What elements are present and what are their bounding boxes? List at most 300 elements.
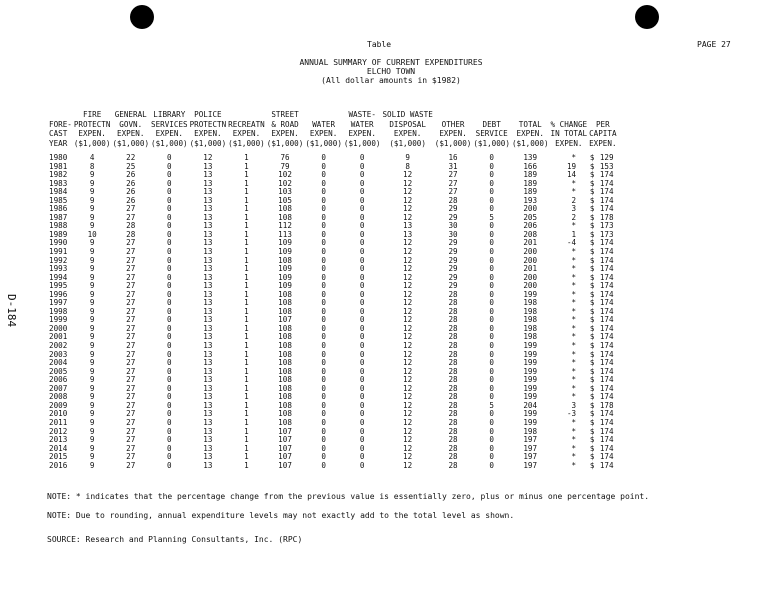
- value-cell: 0: [489, 349, 494, 359]
- value-cell: 13: [203, 255, 213, 265]
- per-capita-value: 174: [599, 375, 614, 385]
- year-cell: 2011: [49, 417, 68, 427]
- value-cell: 27: [126, 417, 136, 427]
- value-cell: 0: [489, 417, 494, 427]
- value-cell: 0: [359, 221, 365, 231]
- value-cell: 198: [523, 306, 538, 316]
- column-header-line: EXPEN.: [439, 129, 467, 138]
- value-cell: 0: [321, 383, 326, 393]
- value-cell: 108: [278, 289, 292, 299]
- value-cell: 0: [489, 375, 494, 385]
- value-cell: 3: [571, 204, 577, 214]
- value-cell: 0: [167, 452, 172, 462]
- currency-symbol: $: [589, 195, 595, 205]
- value-cell: 27: [126, 443, 136, 453]
- value-cell: 27: [448, 187, 458, 197]
- value-cell: 0: [321, 212, 326, 222]
- value-cell: *: [571, 435, 577, 445]
- value-cell: 107: [278, 315, 292, 325]
- currency-symbol: $: [589, 341, 595, 351]
- value-cell: 200: [523, 281, 538, 291]
- value-cell: 108: [278, 204, 292, 214]
- value-cell: 0: [359, 460, 365, 470]
- currency-symbol: $: [589, 221, 595, 231]
- value-cell: 1: [244, 332, 249, 342]
- currency-symbol: $: [589, 460, 595, 470]
- value-cell: 9: [89, 238, 95, 248]
- value-cell: 1: [244, 426, 249, 436]
- value-cell: 28: [126, 221, 136, 231]
- per-capita-value: 174: [599, 289, 614, 299]
- value-cell: 16: [448, 153, 458, 162]
- column-header-line: FORE-: [49, 119, 72, 129]
- value-cell: 13: [203, 375, 213, 385]
- value-cell: 1: [244, 366, 249, 376]
- value-cell: 0: [167, 323, 172, 333]
- per-capita-value: 174: [599, 247, 614, 257]
- column-header-line: ($1,000): [343, 138, 381, 148]
- title-line: (All dollar amounts in $1982): [321, 76, 461, 85]
- value-cell: 0: [321, 306, 326, 316]
- value-cell: 0: [321, 298, 326, 308]
- value-cell: 0: [359, 400, 365, 410]
- value-cell: 12: [403, 281, 413, 291]
- value-cell: *: [571, 315, 577, 325]
- value-cell: 0: [359, 323, 365, 333]
- value-cell: 13: [203, 178, 213, 188]
- value-cell: 12: [403, 323, 413, 333]
- value-cell: 198: [523, 426, 538, 436]
- value-cell: 189: [523, 187, 538, 197]
- value-cell: 12: [403, 195, 413, 205]
- column-header: [111, 110, 150, 154]
- value-cell: 1: [244, 212, 249, 222]
- value-cell: 0: [359, 349, 365, 359]
- value-cell: 28: [448, 375, 458, 385]
- per-capita-value: 174: [599, 178, 614, 188]
- value-cell: 0: [489, 392, 494, 402]
- value-cell: 27: [126, 238, 136, 248]
- value-cell: 28: [448, 392, 458, 402]
- value-cell: 9: [405, 153, 410, 162]
- value-cell: 1: [244, 315, 249, 325]
- value-cell: 0: [321, 178, 326, 188]
- value-cell: 0: [321, 170, 326, 180]
- value-cell: 0: [321, 204, 326, 214]
- value-cell: 2: [571, 212, 577, 222]
- value-cell: 0: [167, 400, 172, 410]
- currency-symbol: $: [589, 204, 595, 214]
- year-cell: 1995: [49, 281, 68, 291]
- value-cell: 27: [126, 323, 136, 333]
- source-line: SOURCE: Research and Planning Consultants, Inc. (RPC): [47, 535, 303, 544]
- value-cell: *: [571, 460, 577, 470]
- value-cell: 27: [126, 264, 136, 274]
- column-header-line: EXPEN.: [309, 129, 338, 138]
- value-cell: *: [571, 349, 577, 359]
- value-cell: 8: [405, 161, 410, 171]
- per-capita-value: 174: [599, 306, 614, 316]
- value-cell: 10: [87, 229, 97, 239]
- column-header-line: WATER: [312, 119, 336, 129]
- currency-symbol: $: [589, 247, 595, 257]
- value-cell: 28: [448, 341, 458, 351]
- per-capita-value: 173: [599, 221, 614, 231]
- year-cell: 1999: [49, 315, 68, 325]
- value-cell: 27: [126, 341, 136, 351]
- value-cell: 198: [523, 298, 538, 308]
- table-row: [48, 462, 618, 471]
- value-cell: 0: [167, 289, 172, 299]
- year-cell: 1996: [49, 289, 68, 299]
- value-cell: 13: [203, 426, 213, 436]
- value-cell: 200: [523, 204, 538, 214]
- column-header-line: ($1,000): [305, 138, 342, 148]
- per-capita-value: 153: [599, 161, 614, 171]
- year-cell: 2008: [49, 392, 68, 402]
- value-cell: 28: [448, 349, 458, 359]
- column-header: [588, 110, 617, 154]
- value-cell: 1: [244, 341, 249, 351]
- value-cell: 27: [126, 281, 136, 291]
- value-cell: 27: [126, 212, 136, 222]
- value-cell: 0: [167, 212, 172, 222]
- value-cell: 0: [321, 358, 326, 368]
- value-cell: 193: [523, 195, 538, 205]
- year-cell: 2004: [49, 358, 68, 368]
- value-cell: 112: [278, 221, 292, 231]
- value-cell: 12: [403, 178, 413, 188]
- value-cell: 1: [244, 358, 249, 368]
- value-cell: 107: [278, 452, 292, 462]
- value-cell: 204: [523, 400, 538, 410]
- value-cell: 13: [203, 341, 213, 351]
- column-header-line: DISPOSAL: [389, 119, 426, 129]
- value-cell: 1: [244, 417, 249, 427]
- column-header-line: PROTECTN: [73, 119, 111, 129]
- value-cell: 27: [126, 315, 136, 325]
- column-header: [150, 110, 189, 154]
- value-cell: *: [571, 332, 577, 342]
- value-cell: 12: [403, 383, 413, 393]
- value-cell: 9: [89, 426, 95, 436]
- value-cell: 108: [278, 306, 292, 316]
- value-cell: 26: [126, 195, 136, 205]
- column-header-line: WATER: [350, 119, 374, 129]
- year-cell: 1992: [49, 255, 68, 265]
- value-cell: 108: [278, 212, 292, 222]
- currency-symbol: $: [589, 400, 595, 410]
- value-cell: 0: [359, 170, 365, 180]
- per-capita-value: 174: [599, 170, 614, 180]
- value-cell: 108: [278, 409, 292, 419]
- value-cell: 0: [359, 452, 365, 462]
- value-cell: -3: [566, 409, 577, 419]
- year-cell: 1988: [49, 221, 68, 231]
- value-cell: 13: [203, 383, 213, 393]
- value-cell: 0: [359, 212, 365, 222]
- column-header: [48, 110, 73, 154]
- value-cell: 0: [321, 392, 326, 402]
- value-cell: 9: [89, 332, 95, 342]
- value-cell: 27: [126, 332, 136, 342]
- column-header-line: ($1,000): [189, 138, 227, 148]
- year-cell: 1991: [49, 247, 68, 257]
- value-cell: 0: [489, 255, 494, 265]
- value-cell: 28: [448, 426, 458, 436]
- year-cell: 1983: [49, 178, 68, 188]
- value-cell: 27: [126, 409, 136, 419]
- value-cell: 9: [89, 375, 95, 385]
- currency-symbol: $: [589, 366, 595, 376]
- per-capita-value: 174: [599, 281, 614, 291]
- value-cell: 0: [321, 341, 326, 351]
- column-header-line: & ROAD: [271, 119, 299, 129]
- per-capita-value: 178: [599, 400, 614, 410]
- value-cell: 0: [489, 229, 494, 239]
- value-cell: 109: [278, 264, 292, 274]
- column-header-line: ($1,000): [389, 138, 426, 148]
- value-cell: 26: [126, 170, 136, 180]
- column-header-line: SOLID WASTE: [382, 110, 433, 119]
- value-cell: 13: [203, 212, 213, 222]
- value-cell: 9: [89, 204, 95, 214]
- column-header-line: EXPEN.: [555, 138, 583, 148]
- value-cell: 13: [203, 289, 213, 299]
- value-cell: 13: [203, 229, 213, 239]
- value-cell: 9: [89, 349, 95, 359]
- value-cell: 12: [403, 289, 413, 299]
- value-cell: 208: [523, 229, 538, 239]
- value-cell: 13: [203, 306, 213, 316]
- value-cell: 109: [278, 272, 292, 282]
- value-cell: 1: [244, 323, 249, 333]
- value-cell: 12: [403, 255, 413, 265]
- value-cell: 13: [203, 247, 213, 257]
- value-cell: 0: [359, 417, 365, 427]
- value-cell: 0: [167, 375, 172, 385]
- value-cell: 28: [448, 358, 458, 368]
- value-cell: 1: [244, 264, 249, 274]
- currency-symbol: $: [589, 443, 595, 453]
- currency-symbol: $: [589, 392, 595, 402]
- value-cell: 107: [278, 426, 292, 436]
- value-cell: 5: [489, 212, 494, 222]
- value-cell: 197: [523, 435, 538, 445]
- year-cell: 1993: [49, 264, 68, 274]
- value-cell: *: [571, 264, 577, 274]
- value-cell: 9: [89, 298, 95, 308]
- value-cell: 27: [448, 178, 458, 188]
- value-cell: *: [571, 452, 577, 462]
- value-cell: 12: [403, 392, 413, 402]
- value-cell: 12: [403, 332, 413, 342]
- value-cell: 108: [278, 332, 292, 342]
- year-cell: 1990: [49, 238, 68, 248]
- value-cell: 19: [566, 161, 577, 171]
- value-cell: 0: [359, 426, 365, 436]
- value-cell: 28: [448, 460, 458, 470]
- value-cell: 0: [321, 460, 326, 470]
- value-cell: 13: [203, 392, 213, 402]
- column-header-line: EXPEN.: [194, 129, 222, 138]
- value-cell: 2: [571, 195, 577, 205]
- column-header-line: ($1,000): [511, 138, 549, 148]
- column-header: [266, 110, 305, 154]
- value-cell: 12: [403, 298, 413, 308]
- value-cell: 12: [403, 315, 413, 325]
- value-cell: 27: [126, 247, 136, 257]
- per-capita-value: 174: [599, 332, 614, 342]
- value-cell: 0: [167, 281, 172, 291]
- value-cell: 0: [167, 358, 172, 368]
- value-cell: 102: [278, 178, 292, 188]
- value-cell: 0: [321, 400, 326, 410]
- value-cell: 1: [244, 272, 249, 282]
- value-cell: 14: [566, 170, 577, 180]
- currency-symbol: $: [589, 417, 595, 427]
- currency-symbol: $: [589, 238, 595, 248]
- column-header-line: GOVN.: [119, 119, 143, 129]
- value-cell: 198: [523, 323, 538, 333]
- value-cell: 199: [523, 409, 538, 419]
- value-cell: 12: [403, 460, 413, 470]
- currency-symbol: $: [589, 170, 595, 180]
- value-cell: 0: [321, 323, 326, 333]
- value-cell: 12: [403, 443, 413, 453]
- value-cell: 109: [278, 238, 292, 248]
- value-cell: 9: [89, 272, 95, 282]
- value-cell: 9: [89, 341, 95, 351]
- value-cell: 206: [523, 221, 538, 231]
- currency-symbol: $: [589, 272, 595, 282]
- value-cell: 0: [489, 366, 494, 376]
- per-capita-value: 174: [599, 187, 614, 197]
- per-capita-value: 174: [599, 323, 614, 333]
- table-body: [48, 154, 618, 470]
- value-cell: 0: [359, 281, 365, 291]
- value-cell: 0: [489, 247, 494, 257]
- value-cell: [588, 462, 617, 471]
- value-cell: 108: [278, 392, 292, 402]
- value-cell: 29: [448, 212, 458, 222]
- value-cell: 0: [167, 349, 172, 359]
- value-cell: 0: [321, 153, 326, 162]
- currency-symbol: $: [589, 435, 595, 445]
- per-capita-value: 174: [599, 255, 614, 265]
- value-cell: 22: [126, 153, 136, 162]
- value-cell: 0: [321, 187, 326, 197]
- value-cell: 9: [89, 400, 95, 410]
- per-capita-value: 174: [599, 460, 614, 470]
- value-cell: 0: [321, 195, 326, 205]
- value-cell: 29: [448, 238, 458, 248]
- currency-symbol: $: [589, 409, 595, 419]
- value-cell: 0: [359, 435, 365, 445]
- per-capita-value: 174: [599, 349, 614, 359]
- value-cell: 9: [89, 195, 95, 205]
- value-cell: 166: [523, 161, 538, 171]
- value-cell: 27: [126, 255, 136, 265]
- column-header-line: ($1,000): [434, 138, 472, 148]
- value-cell: 201: [523, 238, 538, 248]
- value-cell: 9: [89, 443, 95, 453]
- year-cell: 2010: [49, 409, 68, 419]
- value-cell: 200: [523, 272, 538, 282]
- per-capita-value: 174: [599, 435, 614, 445]
- value-cell: 0: [167, 409, 172, 419]
- value-cell: 1: [244, 238, 249, 248]
- value-cell: 12: [403, 212, 413, 222]
- value-cell: 0: [359, 195, 365, 205]
- value-cell: 0: [359, 392, 365, 402]
- value-cell: 28: [448, 452, 458, 462]
- value-cell: 28: [448, 435, 458, 445]
- value-cell: 12: [403, 426, 413, 436]
- currency-symbol: $: [589, 323, 595, 333]
- column-header-line: EXPEN.: [516, 129, 544, 138]
- value-cell: 1: [244, 306, 249, 316]
- value-cell: 28: [448, 306, 458, 316]
- value-cell: 0: [359, 298, 365, 308]
- value-cell: 25: [126, 161, 136, 171]
- value-cell: 0: [167, 204, 172, 214]
- value-cell: 0: [167, 315, 172, 325]
- value-cell: 12: [403, 349, 413, 359]
- value-cell: 0: [321, 452, 326, 462]
- year-cell: 2002: [49, 341, 68, 351]
- value-cell: 197: [523, 460, 538, 470]
- value-cell: 108: [278, 349, 292, 359]
- value-cell: 9: [89, 255, 95, 265]
- column-header-line: POLICE: [194, 110, 222, 119]
- value-cell: 0: [359, 409, 365, 419]
- value-cell: *: [571, 426, 577, 436]
- value-cell: 9: [89, 178, 95, 188]
- binder-hole-left: [130, 5, 154, 29]
- value-cell: *: [571, 417, 577, 427]
- value-cell: 28: [448, 366, 458, 376]
- value-cell: 0: [489, 358, 494, 368]
- value-cell: 1: [244, 255, 249, 265]
- year-cell: 1989: [49, 229, 68, 239]
- value-cell: 27: [126, 392, 136, 402]
- value-cell: 1: [244, 435, 249, 445]
- note-rounding: NOTE: Due to rounding, annual expenditure levels may not exactly add to the total level as shown.: [47, 511, 515, 520]
- value-cell: 1: [571, 229, 577, 239]
- currency-symbol: $: [589, 187, 595, 197]
- value-cell: 13: [203, 195, 213, 205]
- column-header-line: EXPEN.: [589, 138, 617, 148]
- value-cell: 12: [403, 435, 413, 445]
- per-capita-value: 174: [599, 443, 614, 453]
- value-cell: 13: [403, 221, 413, 231]
- value-cell: 0: [167, 392, 172, 402]
- value-cell: 13: [203, 298, 213, 308]
- value-cell: 107: [278, 460, 292, 470]
- value-cell: 0: [489, 195, 494, 205]
- column-header-line: GENERAL: [114, 110, 147, 119]
- value-cell: 28: [448, 289, 458, 299]
- value-cell: 0: [167, 298, 172, 308]
- column-header-line: FIRE: [83, 110, 102, 119]
- per-capita-value: 174: [599, 409, 614, 419]
- value-cell: 0: [321, 435, 326, 445]
- value-cell: 27: [126, 289, 136, 299]
- value-cell: *: [571, 221, 577, 231]
- currency-symbol: $: [589, 306, 595, 316]
- column-header-line: CAST: [49, 129, 68, 138]
